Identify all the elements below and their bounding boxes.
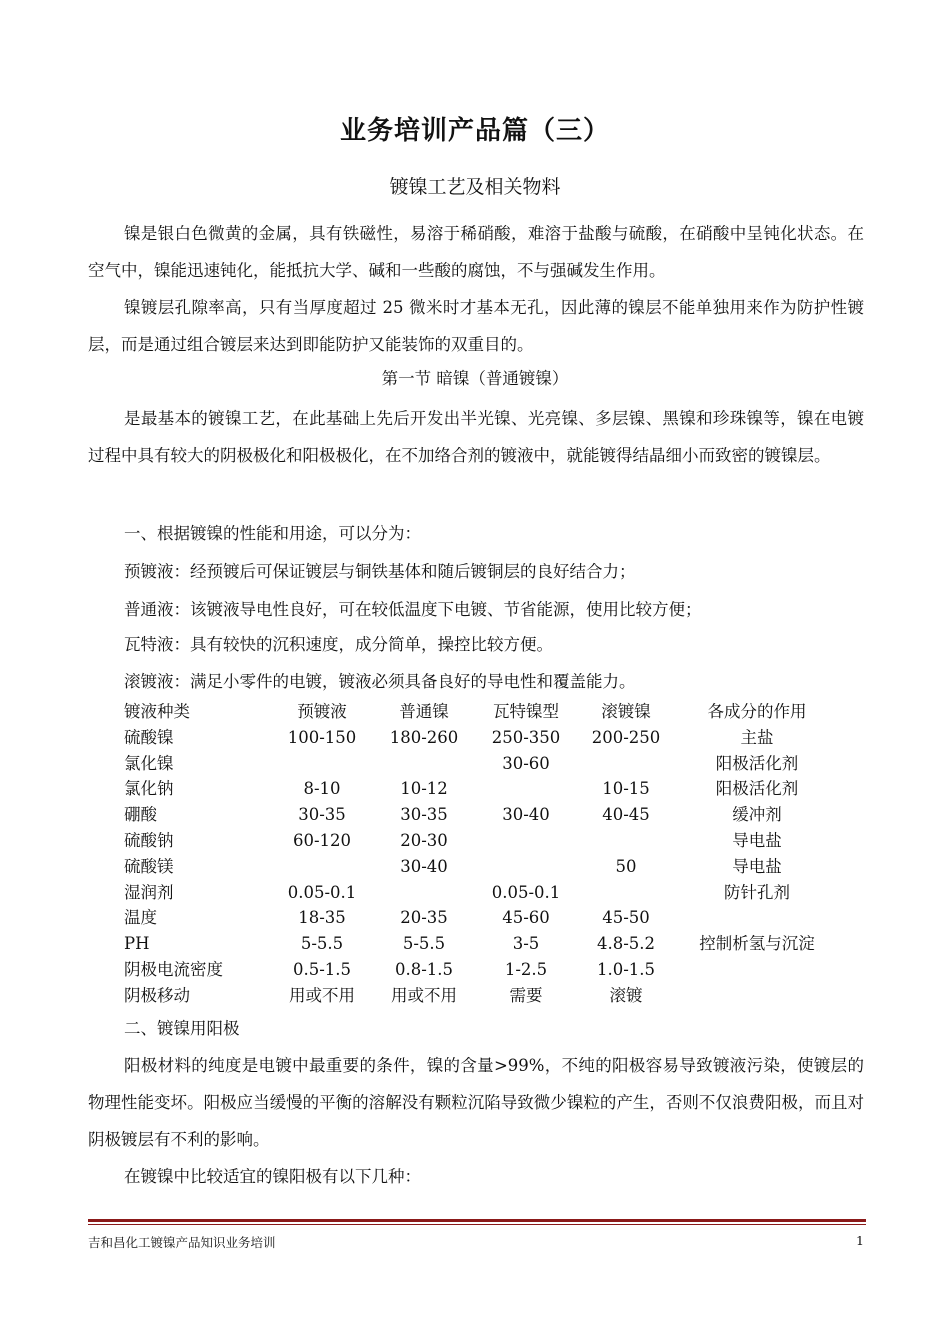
table-cell: 100-150: [287, 727, 357, 747]
table-cell: 1.0-1.5: [596, 959, 656, 979]
anode-heading: 二、镀镍用阳极: [124, 1019, 240, 1038]
table-cell: 防针孔剂: [724, 882, 790, 902]
paragraph-nickel-porosity: 镍镀层孔隙率高，只有当厚度超过 25 微米时才基本无孔，因此薄的镍层不能单独用来作为防护性镀层，而是通过组合镀层来达到即能防护又能装饰的双重目的。: [88, 298, 864, 354]
table-cell: 主盐: [740, 727, 774, 747]
table-cell: 用或不用: [391, 985, 457, 1005]
table-cell: 30-40: [400, 856, 448, 876]
table-header: 预镀液: [297, 702, 347, 721]
table-cell: 40-45: [602, 805, 650, 825]
table-row: [124, 725, 838, 751]
table-cell: 0.05-0.1: [287, 882, 357, 902]
list-item: 滚镀液：满足小零件的电镀，镀液必须具备良好的导电性和覆盖能力。: [124, 672, 636, 691]
table-row-label: 硼酸: [124, 805, 157, 825]
table-cell: 8-10: [303, 779, 341, 799]
table-header: 滚镀镍: [601, 702, 651, 721]
table-row-label: 硫酸镍: [124, 727, 174, 747]
table-cell: 45-60: [502, 908, 550, 928]
table-cell: 需要: [509, 985, 543, 1005]
table-cell: [576, 828, 676, 854]
table-cell: 10-12: [400, 779, 448, 799]
table-row-label: 温度: [124, 908, 157, 928]
table-cell: [676, 957, 838, 983]
table-cell: 250-350: [491, 727, 561, 747]
document-subtitle: 镀镍工艺及相关物料: [389, 176, 561, 198]
document-title: 业务培训产品篇（三）: [339, 116, 610, 146]
list-item: 瓦特液：具有较快的沉积速度，成分简单，操控比较方便。: [124, 635, 553, 654]
table-cell: 20-35: [400, 908, 448, 928]
table-cell: 1-2.5: [504, 959, 548, 979]
table-header: 普通镍: [399, 702, 449, 721]
table-cell: 阳极活化剂: [715, 753, 799, 773]
table-cell: [476, 854, 576, 880]
table-cell: 3-5: [512, 934, 540, 954]
table-cell: [372, 880, 476, 906]
list-item: 预镀液：经预镀后可保证镀层与铜铁基体和随后镀铜层的良好结合力；: [124, 562, 636, 581]
footer-rule: [88, 1219, 866, 1222]
table-cell: 阳极活化剂: [715, 779, 799, 799]
table-cell: 4.8-5.2: [596, 934, 656, 954]
table-cell: 30-35: [400, 805, 448, 825]
table-cell: 0.5-1.5: [292, 959, 352, 979]
table-cell: 30-60: [502, 753, 550, 773]
table-header-row: [124, 699, 838, 725]
table-row: [124, 751, 838, 777]
table-row: [124, 854, 838, 880]
paragraph-dull-nickel: 是最基本的镀镍工艺，在此基础上先后开发出半光镍、光亮镍、多层镍、黑镍和珍珠镍等，镍在电镀过程中具有较大的阴极极化和阳极极化，在不加络合剂的镀液中，就能镀得结晶细小而致密的镀镍层。: [88, 409, 864, 465]
table-row: [124, 880, 838, 906]
table-row: [124, 957, 838, 983]
table-cell: 导电盐: [732, 830, 782, 850]
table-row-label: 硫酸镁: [124, 856, 174, 876]
table-cell: 滚镀: [609, 985, 643, 1005]
table-cell: [272, 751, 372, 777]
footer-text: 吉和昌化工镀镍产品知识业务培训: [88, 1235, 276, 1250]
table-header: 镀液种类: [124, 702, 190, 721]
table-cell: [272, 854, 372, 880]
list-heading: 一、根据镀镍的性能和用途，可以分为：: [124, 524, 421, 543]
table-cell: 0.8-1.5: [394, 959, 454, 979]
table-cell: 10-15: [602, 779, 650, 799]
table-cell: [676, 905, 838, 931]
table-row-label: 阴极移动: [124, 985, 190, 1005]
table-cell: 控制析氢与沉淀: [699, 934, 815, 954]
table-row: [124, 983, 838, 1009]
table-cell: 50: [615, 856, 637, 876]
table-cell: 30-35: [298, 805, 346, 825]
table-row-label: 阴极电流密度: [124, 959, 223, 979]
table-row-label: 氯化钠: [124, 779, 174, 799]
section-title: 第一节 暗镍（普通镀镍）: [381, 369, 569, 388]
table-row-label: PH: [124, 934, 150, 954]
table-cell: 30-40: [502, 805, 550, 825]
table-cell: 导电盐: [732, 856, 782, 876]
bath-composition-table: [124, 699, 838, 1009]
table-cell: 缓冲剂: [732, 805, 782, 825]
table-cell: 5-5.5: [402, 934, 446, 954]
table-cell: 0.05-0.1: [491, 882, 561, 902]
table-row: [124, 802, 838, 828]
table-row: [124, 776, 838, 802]
table-row-label: 氯化镍: [124, 753, 174, 773]
table-row: [124, 905, 838, 931]
table-header: 各成分的作用: [707, 702, 807, 721]
table-cell: 45-50: [602, 908, 650, 928]
table-row-label: 硫酸钠: [124, 830, 174, 850]
table-cell: 200-250: [591, 727, 661, 747]
table-row-label: 湿润剂: [124, 882, 174, 902]
table-cell: 用或不用: [289, 985, 355, 1005]
table-cell: 180-260: [389, 727, 459, 747]
list-item: 普通液：该镀液导电性良好，可在较低温度下电镀、节省能源，使用比较方便；: [124, 600, 702, 619]
table-cell: 60-120: [292, 830, 352, 850]
table-cell: [676, 983, 838, 1009]
table-cell: 5-5.5: [300, 934, 344, 954]
page-number: 1: [856, 1233, 864, 1248]
table-cell: [576, 880, 676, 906]
table-cell: [476, 828, 576, 854]
table-row: [124, 931, 838, 957]
paragraph-anode-types: 在镀镍中比较适宜的镍阳极有以下几种：: [124, 1167, 421, 1186]
paragraph-nickel-properties: 镍是银白色微黄的金属，具有铁磁性，易溶于稀硝酸，难溶于盐酸与硫酸，在硝酸中呈钝化状态。在空气中，镍能迅速钝化，能抵抗大学、碱和一些酸的腐蚀，不与强碱发生作用。: [88, 224, 864, 280]
table-cell: [372, 751, 476, 777]
table-cell: [576, 751, 676, 777]
table-header: 瓦特镍型: [493, 702, 559, 721]
paragraph-anode-purity: 阳极材料的纯度是电镀中最重要的条件，镍的含量>99%，不纯的阳极容易导致镀液污染，使镀层的物理性能变坏。阳极应当缓慢的平衡的溶解没有颗粒沉陷导致微少镍粒的产生，否则不仅浪费阳极，而且对阴极镀层有不利的影响。: [88, 1056, 864, 1149]
footer-rule-thin: [88, 1224, 866, 1225]
table-cell: [476, 776, 576, 802]
table-cell: 20-30: [400, 830, 448, 850]
table-row: [124, 828, 838, 854]
table-cell: 18-35: [298, 908, 346, 928]
